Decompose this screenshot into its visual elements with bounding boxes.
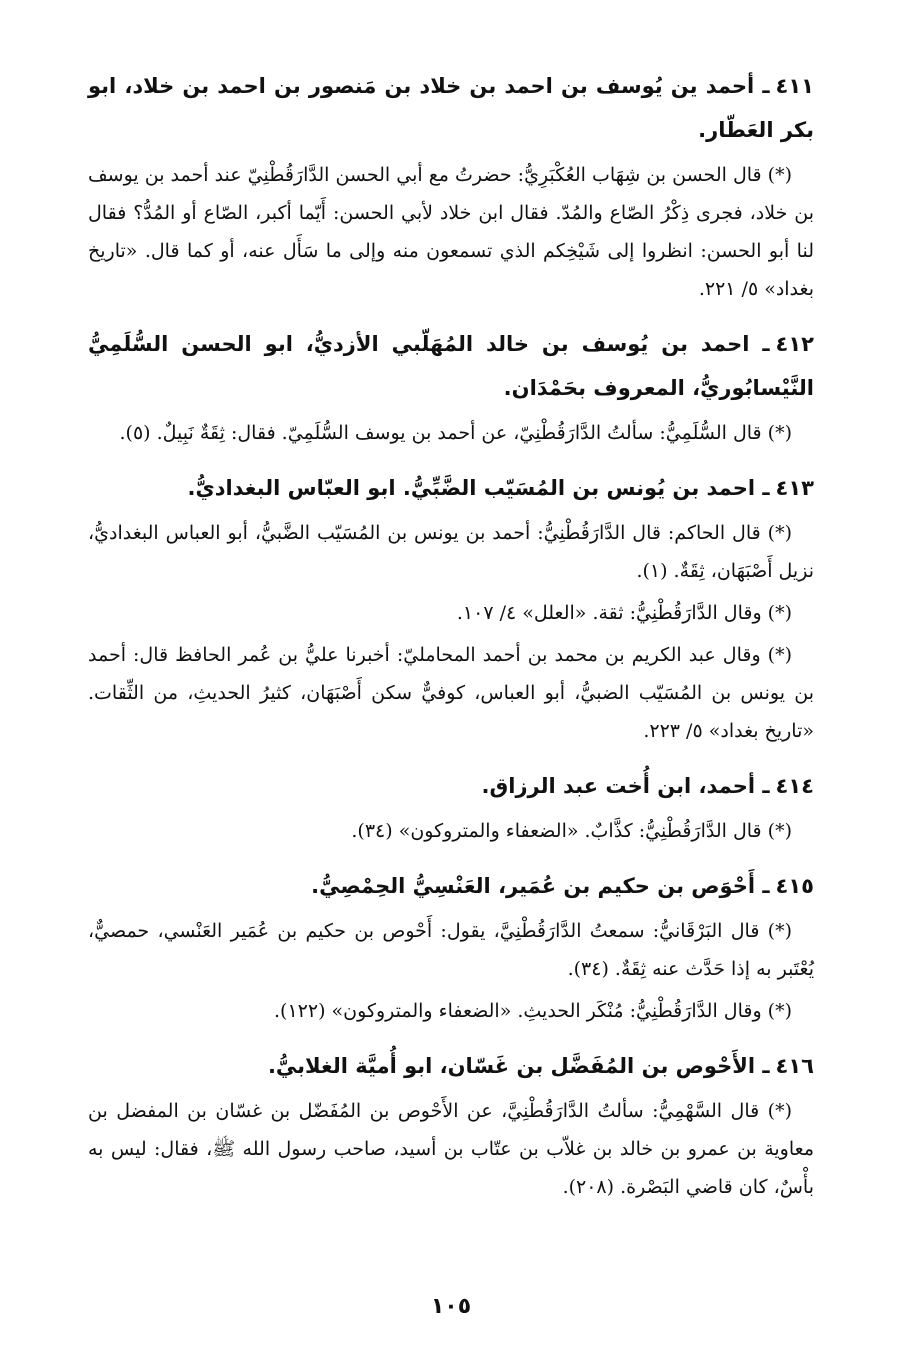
entry-413: [88, 466, 814, 750]
entry-paragraph: (*) قال الدَّارَقُطْنِيُّ: كذَّابٌ. «الضعفاء والمتروكون» (٣٤).: [351, 820, 792, 842]
entry-paragraph: (*) قال الحسن بن شِهَاب العُكْبَرِيُّ: حضرتُ مع أبي الحسن الدَّارَقُطْنِيّ عند أحمد بن يوسف بن خلاد، فجرى ذِكْرُ الصّاع والمُدّ. فقال ابن خلاد لأبي الحسن: أَيّما أكبر، الصّاع أو المُدُّ؟ فقال لنا أبو الحسن: انظروا إلى شَيْخِكم الذي تسمعون منه وإلى ما سَأَل عنه، أو كما قال. «تاريخ بغداد» ٥/ ٢٢١.: [88, 164, 814, 300]
entry-number: ٤١٢: [775, 332, 814, 356]
entry-416: [88, 1044, 814, 1206]
entry-title: ـ أحمد، ابن أُخت عبد الرزاق.: [481, 774, 770, 798]
entry-411: [88, 64, 814, 308]
entry-paragraph: (*) وقال عبد الكريم بن محمد بن أحمد المحامليّ: أخبرنا عليُّ بن عُمر الحافظ قال: أحمد بن يونس بن المُسَيّب الضبيُّ، أبو العباس، كوفيٌّ سكن أَصْبَهَان، كثيرُ الحديثِ، من الثِّقات. «تاريخ بغداد» ٥/ ٢٢٣.: [88, 644, 814, 742]
entry-number: ٤١٤: [775, 774, 814, 798]
entry-paragraph: (*) قال السَّهْمِيُّ: سألتُ الدَّارَقُطْنِيَّ، عن الأَحْوص بن المُفَضّل بن غسّان بن المفضل بن معاوية بن عمرو بن خالد بن غلاّب بن عتّاب بن أسيد، صاحب رسول الله ﷺ، فقال: ليس به بأْسٌ، كان قاضي البَصْرة. (٢٠٨).: [88, 1100, 814, 1198]
entry-number: ٤١٣: [775, 476, 814, 500]
entry-heading: [88, 764, 814, 808]
entry-title: ـ احمد بن يُوسف بن خالد المُهَلّبي الأزديُّ، ابو الحسن السُّلَمِيُّ النَّيْسابُوريُّ، المعروف بحَمْدَان.: [88, 332, 814, 400]
document-page: [88, 64, 814, 1220]
entry-title: ـ احمد بن يُونس بن المُسَيّب الضَّبِّيُّ. ابو العبّاس البغداديُّ.: [187, 476, 770, 500]
entry-title: ـ أَحْوَص بن حكيم بن عُمَير، العَنْسِيُّ الحِمْصِيُّ.: [311, 874, 770, 898]
entry-heading: [88, 864, 814, 908]
entry-paragraph: (*) وقال الدَّارَقُطْنِيُّ: ثقة. «العلل» ٤/ ١٠٧.: [456, 602, 792, 624]
entry-number: ٤١٦: [775, 1054, 814, 1078]
page-number: ١٠٥: [430, 1294, 472, 1319]
entry-heading: [88, 322, 814, 410]
entry-title: ـ أحمد ين يُوسف بن احمد بن خلاد بن مَنصور بن احمد بن خلاد، ابو بكر العَطّار.: [88, 74, 814, 142]
entry-415: [88, 864, 814, 1030]
entry-heading: [88, 466, 814, 510]
entry-414: [88, 764, 814, 850]
entry-paragraph: (*) وقال الدَّارَقُطْنِيُّ: مُنْكَر الحديثِ. «الضعفاء والمتروكون» (١٢٢).: [274, 1000, 792, 1022]
entry-412: [88, 322, 814, 452]
entry-paragraph: (*) قال البَرْقَانيُّ: سمعتُ الدَّارَقُطْنِيَّ، يقول: أَحْوص بن حكيم بن عُمَير العَنْسي، حمصيٌّ، يُعْتَبر به إذا حَدَّث عنه ثِقَةٌ. (٣٤).: [88, 920, 814, 980]
entry-number: ٤١٥: [775, 874, 814, 898]
entry-heading: [88, 64, 814, 152]
entry-title: ـ الأَحْوص بن المُفَضَّل بن غَسّان، ابو أُميَّة الغلابيُّ.: [267, 1054, 770, 1078]
entry-paragraph: (*) قال الحاكم: قال الدَّارَقُطْنِيُّ: أحمد بن يونس بن المُسَيّب الضَّبيُّ، أبو العباس البغداديُّ، نزيل أَصْبَهَان، ثِقَةٌ. (١).: [88, 522, 814, 582]
entry-heading: [88, 1044, 814, 1088]
entry-paragraph: (*) قال السُّلَمِيُّ: سألتُ الدَّارَقُطْنِيّ، عن أحمد بن يوسف السُّلَمِيّ. فقال: ثِقَةٌ نَبِيلٌ. (٥).: [119, 422, 792, 444]
entry-number: ٤١١: [775, 74, 814, 98]
